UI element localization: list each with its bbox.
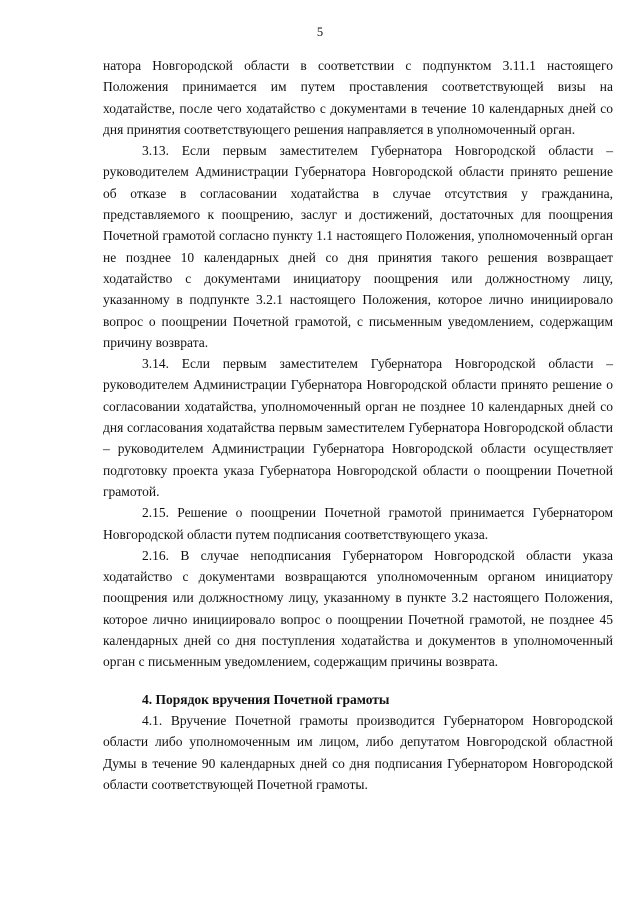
section-4-heading: 4. Порядок вручения Почетной грамоты — [142, 691, 390, 707]
paragraph-4-1: 4.1. Вручение Почетной грамоты производится Губернатором Новгородской области либо уполномоченным им лицом, либо депутатом Новгородской областной Думы в течение 90 календарных дней со дня подписания Губернатором Новгородской области соответствующей Почетной грамоты. — [103, 712, 613, 792]
paragraph-2-15: 2.15. Решение о поощрении Почетной грамотой принимается Губернатором Новгородской области путем подписания соответствующего указа. — [103, 505, 613, 542]
paragraph-3-14: 3.14. Если первым заместителем Губернатора Новгородской области – руководителем Администрации Губернатора Новгородской области принято решение о согласовании ходатайства, уполномоченный орган не позднее 10 календарных дней со дня согласования ходатайства первым заместителем Губернатора Новгородской области – руководителем Администрации Губернатора Новгородской области осуществляет подготовку проекта указа Губернатора Новгородской области о поощрении Почетной грамотой. — [103, 356, 613, 499]
document-body — [103, 55, 613, 795]
page-number: 5 — [316, 25, 324, 39]
paragraph-3-13: 3.13. Если первым заместителем Губернатора Новгородской области – руководителем Администрации Губернатора Новгородской области принято решение об отказе в согласовании ходатайства в случае отсутствия у гражданина, представляемого к поощрению, заслуг и достижений, достаточных для поощрения Почетной грамотой согласно пункту 1.1 настоящего Положения, уполномоченный орган не позднее 10 календарных дней со дня принятия такого решения возвращает ходатайство с документами инициатору поощрения или должностному лицу, указанному в подпункте 3.2.1 настоящего Положения, которое лично инициировало вопрос о поощрении Почетной грамотой, с письменным уведомлением, содержащим причину возврата. — [103, 143, 613, 350]
paragraph-continuation: натора Новгородской области в соответствии с подпунктом 3.11.1 настоящего Положения принимается им путем проставления соответствующей визы на ходатайстве, после чего ходатайство с документами в течение 10 календарных дней со дня принятия соответствующего решения направляется в уполномоченный орган. — [103, 58, 613, 137]
paragraph-2-16: 2.16. В случае неподписания Губернатором Новгородской области указа ходатайство с документами возвращаются уполномоченным органом инициатору поощрения или должностному лицу, указанному в пункте 3.2 настоящего Положения, которое лично инициировало вопрос о поощрении Почетной грамотой, не позднее 45 календарных дней со дня поступления ходатайства и документов в уполномоченный орган с письменным уведомлением, содержащим причины возврата. — [103, 547, 613, 670]
